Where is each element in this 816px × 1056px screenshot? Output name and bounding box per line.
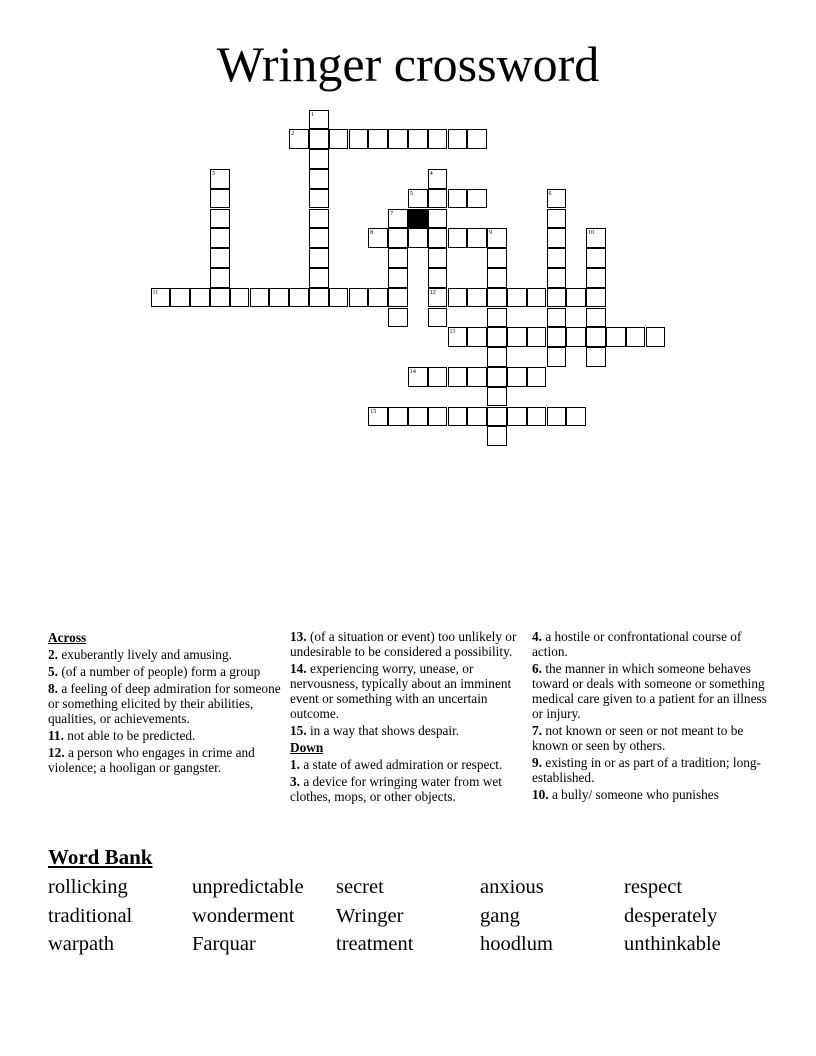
grid-cell[interactable]: [586, 347, 606, 367]
grid-cell[interactable]: [527, 367, 547, 387]
grid-cell[interactable]: [289, 288, 309, 308]
grid-cell[interactable]: [547, 268, 567, 288]
grid-cell[interactable]: [626, 327, 646, 347]
grid-cell[interactable]: [428, 308, 448, 328]
clues-column-2: [290, 629, 525, 806]
grid-cell[interactable]: [507, 327, 527, 347]
grid-cell[interactable]: [507, 407, 527, 427]
grid-cell[interactable]: [408, 189, 428, 209]
grid-cell[interactable]: [309, 288, 329, 308]
clue-down-7: 7. not known or seen or not meant to be known or seen by others.: [532, 723, 744, 753]
grid-cell[interactable]: [309, 209, 329, 229]
grid-cell[interactable]: [151, 288, 171, 308]
grid-cell[interactable]: [349, 129, 369, 149]
clue-across-8: 8. a feeling of deep admiration for someone or something elicited by their abilities, qualities, or achievements.: [48, 681, 281, 726]
grid-cell[interactable]: [467, 129, 487, 149]
clue-down-3: 3. a device for wringing water from wet clothes, mops, or other objects.: [290, 774, 502, 804]
grid-cell[interactable]: [487, 387, 507, 407]
word-bank-item: hoodlum: [480, 933, 553, 955]
grid-cell[interactable]: [527, 327, 547, 347]
grid-cell[interactable]: [448, 288, 468, 308]
grid-cell[interactable]: [467, 189, 487, 209]
grid-cell[interactable]: [566, 288, 586, 308]
clue-number: 7: [390, 210, 394, 217]
across-heading: Across: [48, 630, 87, 645]
word-bank-item: wonderment: [192, 904, 295, 927]
grid-cell[interactable]: [428, 169, 448, 189]
word-bank-item: rollicking: [48, 876, 128, 898]
word-bank-item: unthinkable: [624, 933, 721, 955]
grid-cell[interactable]: [210, 288, 230, 308]
word-bank-item: Farquar: [192, 933, 256, 955]
grid-cell[interactable]: [527, 407, 547, 427]
grid-cell[interactable]: [309, 149, 329, 169]
grid-cell[interactable]: [269, 288, 289, 308]
grid-cell[interactable]: [586, 248, 606, 268]
clues-column-1: [48, 629, 283, 777]
grid-cell[interactable]: [408, 129, 428, 149]
grid-cell[interactable]: [547, 308, 567, 328]
grid-cell[interactable]: [368, 407, 388, 427]
clue-number: 11: [152, 289, 159, 296]
grid-cell[interactable]: [547, 407, 567, 427]
grid-cell[interactable]: [309, 248, 329, 268]
clue-number: 12: [429, 289, 436, 296]
grid-cell[interactable]: [388, 308, 408, 328]
grid-cell[interactable]: [230, 288, 250, 308]
grid-cell[interactable]: [467, 407, 487, 427]
grid-cell[interactable]: [467, 288, 487, 308]
grid-cell[interactable]: [586, 228, 606, 248]
grid-cell[interactable]: [547, 209, 567, 229]
grid-cell[interactable]: [487, 407, 507, 427]
grid-cell[interactable]: [428, 407, 448, 427]
grid-cell[interactable]: [428, 367, 448, 387]
grid-cell[interactable]: [368, 288, 388, 308]
grid-cell[interactable]: [646, 327, 666, 347]
grid-cell[interactable]: [448, 407, 468, 427]
clue-across-13: 13. (of a situation or event) too unlikely or undesirable to be considered a possibility.: [290, 629, 517, 659]
grid-cell[interactable]: [428, 209, 448, 229]
clue-number: 15: [370, 408, 377, 415]
grid-cell[interactable]: [487, 367, 507, 387]
grid-cell[interactable]: [329, 129, 349, 149]
grid-cell[interactable]: [210, 248, 230, 268]
grid-cell[interactable]: [547, 189, 567, 209]
grid-cell[interactable]: [309, 268, 329, 288]
grid-cell[interactable]: [388, 268, 408, 288]
clue-number: 8: [370, 230, 374, 237]
grid-cell[interactable]: [428, 248, 448, 268]
word-bank-item: treatment: [336, 933, 414, 955]
word-bank-title: Word Bank: [48, 845, 153, 869]
clue-down-4: 4. a hostile or confrontational course of action.: [532, 629, 742, 659]
grid-cell[interactable]: [527, 288, 547, 308]
grid-cell[interactable]: [487, 347, 507, 367]
grid-cell[interactable]: [428, 129, 448, 149]
grid-cell[interactable]: [467, 228, 487, 248]
clue-across-15: 15. in a way that shows despair.: [290, 723, 460, 738]
grid-cell[interactable]: [586, 308, 606, 328]
clue-number: 9: [489, 230, 493, 237]
word-bank-item: Wringer: [336, 904, 404, 927]
grid-cell[interactable]: [250, 288, 270, 308]
grid-cell[interactable]: [586, 268, 606, 288]
grid-cell[interactable]: [487, 268, 507, 288]
down-heading: Down: [290, 740, 324, 755]
grid-cell[interactable]: [487, 426, 507, 446]
crossword-grid: [0, 0, 816, 460]
grid-cell[interactable]: [210, 209, 230, 229]
clue-number: 2: [291, 131, 295, 138]
word-bank-item: anxious: [480, 876, 544, 898]
grid-cell[interactable]: [448, 129, 468, 149]
grid-cell[interactable]: [388, 129, 408, 149]
grid-cell[interactable]: [566, 327, 586, 347]
grid-cell[interactable]: [547, 228, 567, 248]
grid-cell[interactable]: [408, 367, 428, 387]
grid-cell[interactable]: [368, 129, 388, 149]
grid-cell[interactable]: [547, 327, 567, 347]
word-bank-item: traditional: [48, 904, 133, 927]
grid-cell[interactable]: [388, 209, 408, 229]
grid-cell[interactable]: [190, 288, 210, 308]
grid-cell[interactable]: [309, 228, 329, 248]
word-bank-item: secret: [336, 876, 384, 898]
clue-number: 13: [449, 329, 456, 336]
grid-cell[interactable]: [309, 110, 329, 130]
grid-cell[interactable]: [428, 288, 448, 308]
grid-cell[interactable]: [586, 288, 606, 308]
grid-cell[interactable]: [606, 327, 626, 347]
grid-cell[interactable]: [547, 248, 567, 268]
grid-cell[interactable]: [388, 228, 408, 248]
grid-cell[interactable]: [428, 189, 448, 209]
grid-cell[interactable]: [388, 248, 408, 268]
grid-cell[interactable]: [547, 288, 567, 308]
clue-across-14: 14. experiencing worry, unease, or nervousness, typically about an imminent event or something with an uncertain outcome.: [290, 661, 512, 721]
grid-cell[interactable]: [448, 327, 468, 347]
clue-down-10: 10. a bully/ someone who punishes: [532, 787, 719, 802]
clue-across-11: 11. not able to be predicted.: [48, 728, 196, 743]
grid-cell[interactable]: [467, 327, 487, 347]
word-bank-item: gang: [480, 904, 520, 927]
clue-number: 3: [211, 170, 215, 177]
grid-cell[interactable]: [448, 367, 468, 387]
word-bank-item: desperately: [624, 904, 718, 927]
page-title: Wringer crossword: [216, 36, 600, 92]
grid-cell[interactable]: [487, 248, 507, 268]
grid-cell[interactable]: [408, 228, 428, 248]
clue-across-2: 2. exuberantly lively and amusing.: [48, 647, 232, 662]
grid-cell[interactable]: [210, 189, 230, 209]
grid-cell[interactable]: [170, 288, 190, 308]
grid-cell[interactable]: [448, 189, 468, 209]
clue-number: 6: [548, 190, 552, 197]
grid-cell[interactable]: [309, 169, 329, 189]
grid-cell[interactable]: [487, 228, 507, 248]
clue-number: 4: [429, 170, 433, 177]
clue-down-9: 9. existing in or as part of a tradition; long-established.: [532, 755, 761, 785]
grid-cell[interactable]: [210, 268, 230, 288]
clue-across-5: 5. (of a number of people) form a group: [48, 664, 261, 679]
grid-cell[interactable]: [487, 327, 507, 347]
grid-cell[interactable]: [329, 288, 349, 308]
grid-cell[interactable]: [448, 228, 468, 248]
grid-cell[interactable]: [388, 288, 408, 308]
clue-down-1: 1. a state of awed admiration or respect.: [290, 757, 503, 772]
word-bank-item: warpath: [48, 933, 115, 955]
word-bank-item: respect: [624, 876, 683, 898]
grid-cell[interactable]: [487, 288, 507, 308]
grid-cell[interactable]: [507, 288, 527, 308]
grid-cell[interactable]: [507, 367, 527, 387]
grid-cell[interactable]: [586, 327, 606, 347]
clue-down-6: 6. the manner in which someone behaves toward or deals with someone or something medical care given to a patient for an illness or injury.: [532, 661, 767, 721]
clue-number: 14: [409, 368, 416, 375]
grid-cell[interactable]: [467, 367, 487, 387]
clue-across-12: 12. a person who engages in crime and violence; a hooligan or gangster.: [48, 745, 255, 775]
grid-cell[interactable]: [309, 129, 329, 149]
clue-number: 5: [409, 190, 413, 197]
clues-column-3: [532, 629, 772, 804]
grid-cell[interactable]: [428, 228, 448, 248]
grid-block: [408, 209, 428, 229]
grid-cell[interactable]: [388, 407, 408, 427]
word-bank-item: unpredictable: [192, 876, 304, 898]
grid-cell[interactable]: [210, 228, 230, 248]
clue-number: 10: [588, 230, 595, 237]
grid-cell[interactable]: [210, 169, 230, 189]
grid-cell[interactable]: [428, 268, 448, 288]
word-bank: [48, 873, 768, 959]
grid-cell[interactable]: [408, 407, 428, 427]
grid-cell[interactable]: [487, 308, 507, 328]
grid-cell[interactable]: [289, 129, 309, 149]
grid-cell[interactable]: [309, 189, 329, 209]
grid-cell[interactable]: [349, 288, 369, 308]
grid-cell[interactable]: [368, 228, 388, 248]
grid-cell[interactable]: [566, 407, 586, 427]
grid-cell[interactable]: [547, 347, 567, 367]
clue-number: 1: [310, 111, 314, 118]
